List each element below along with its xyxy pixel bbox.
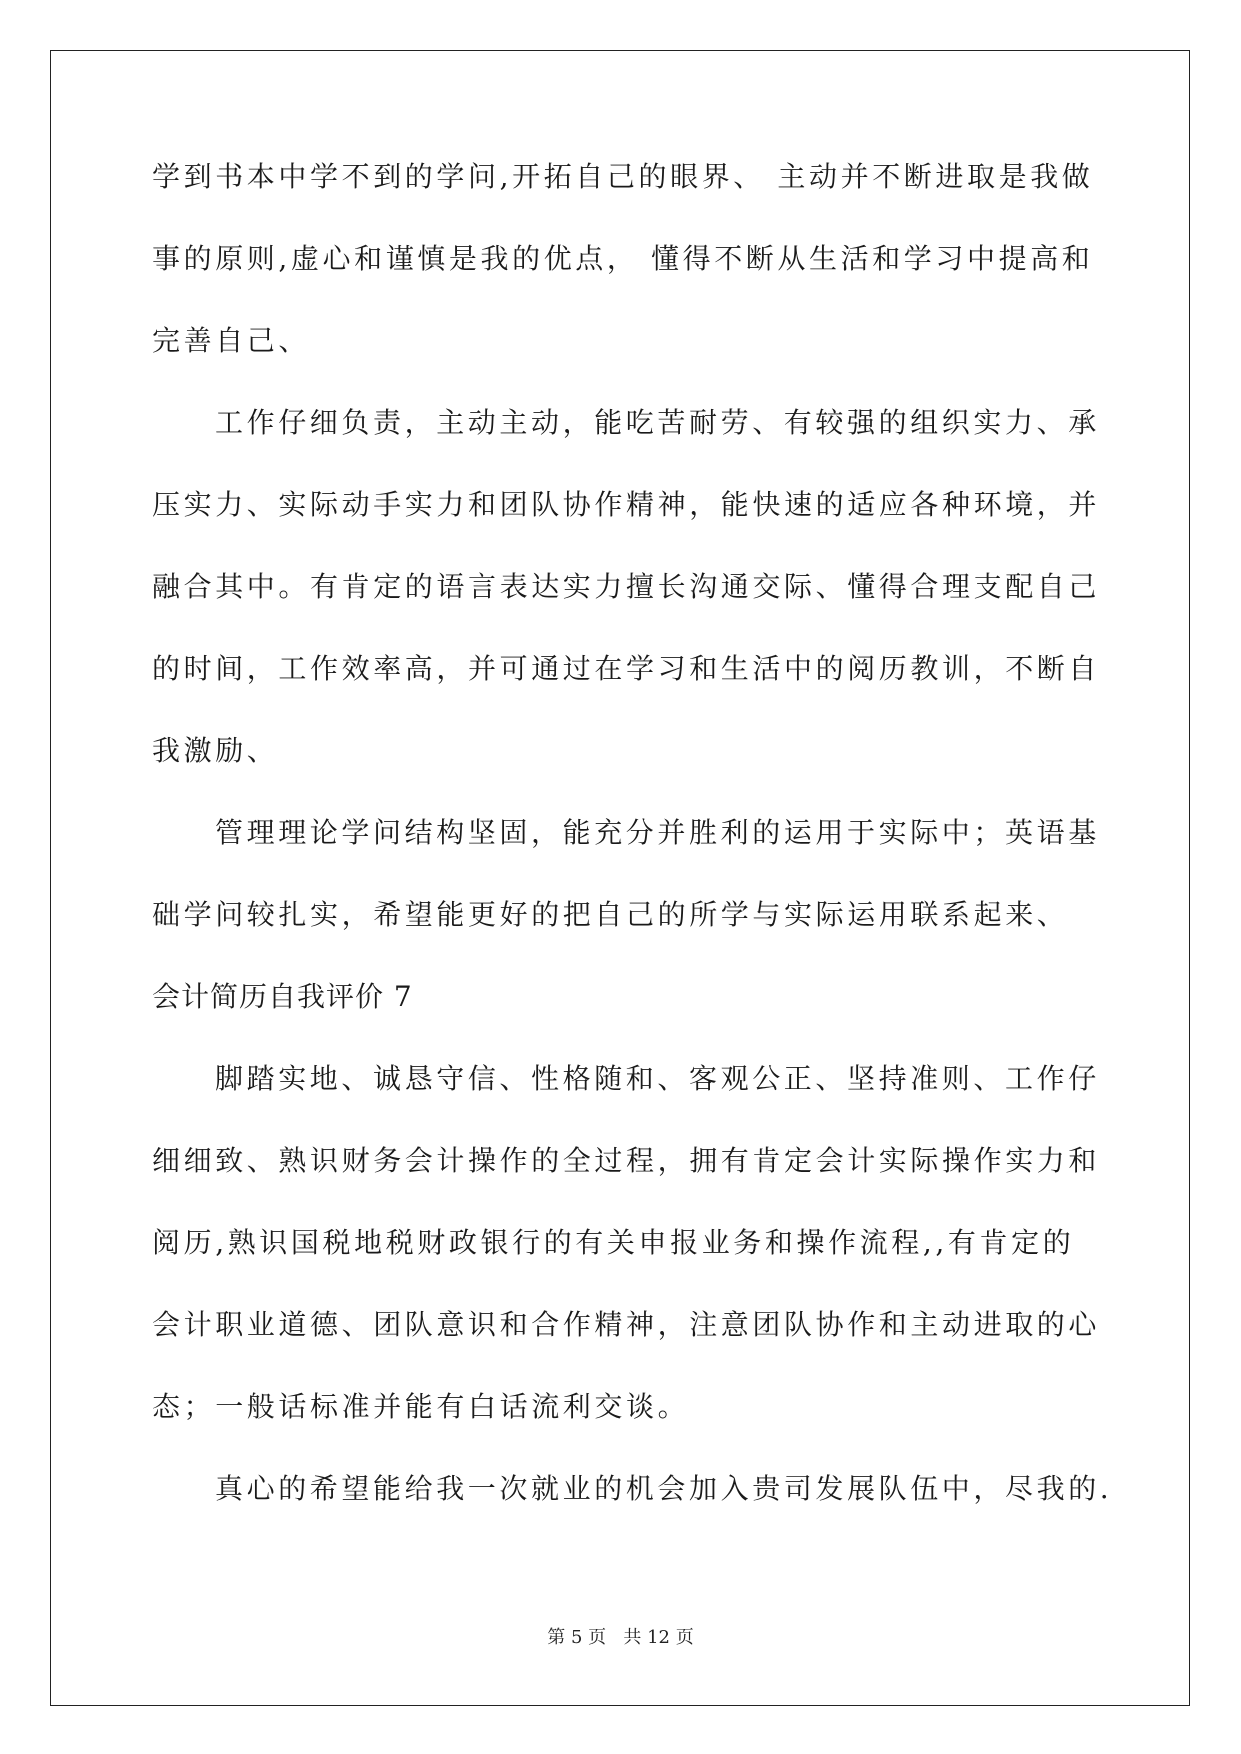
text-line: 压实力、实际动手实力和团队协作精神，能快速的适应各种环境，并	[152, 488, 1101, 521]
text-line: 学到书本中学不到的学问,开拓自己的眼界、 主动并不断进取是我做	[152, 160, 1094, 193]
text-line: 础学问较扎实，希望能更好的把自己的所学与实际运用联系起来、	[152, 898, 1069, 931]
section-heading: 会计简历自我评价 7	[152, 980, 413, 1013]
paragraph-first-line: 脚踏实地、诚恳守信、性格随和、客观公正、坚持准则、工作仔	[215, 1062, 1100, 1095]
document-body	[152, 160, 1113, 1554]
text-line: 的时间，工作效率高，并可通过在学习和生活中的阅历教训，不断自	[152, 652, 1101, 685]
text-line: 完善自己、	[152, 324, 311, 357]
text-line: 细细致、熟识财务会计操作的全过程，拥有肯定会计实际操作实力和	[152, 1144, 1101, 1177]
paragraph-first-line: 真心的希望能给我一次就业的机会加入贵司发展队伍中，尽我的.	[215, 1472, 1113, 1505]
text-line: 融合其中。有肯定的语言表达实力擅长沟通交际、懂得合理支配自己	[152, 570, 1101, 603]
text-line: 会计职业道德、团队意识和合作精神，注意团队协作和主动进取的心	[152, 1308, 1101, 1341]
text-line: 事的原则,虚心和谨慎是我的优点， 懂得不断从生活和学习中提高和	[152, 242, 1094, 275]
paragraph-first-line: 管理理论学问结构坚固，能充分并胜利的运用于实际中；英语基	[215, 816, 1100, 849]
paragraph-first-line: 工作仔细负责，主动主动，能吃苦耐劳、有较强的组织实力、承	[215, 406, 1100, 439]
text-line: 我激励、	[152, 734, 279, 767]
page-number: 第 5 页 共 12 页	[547, 1627, 694, 1648]
text-line: 阅历,熟识国税地税财政银行的有关申报业务和操作流程,,有肯定的	[152, 1226, 1075, 1259]
text-line: 态；一般话标准并能有白话流利交谈。	[152, 1390, 690, 1423]
